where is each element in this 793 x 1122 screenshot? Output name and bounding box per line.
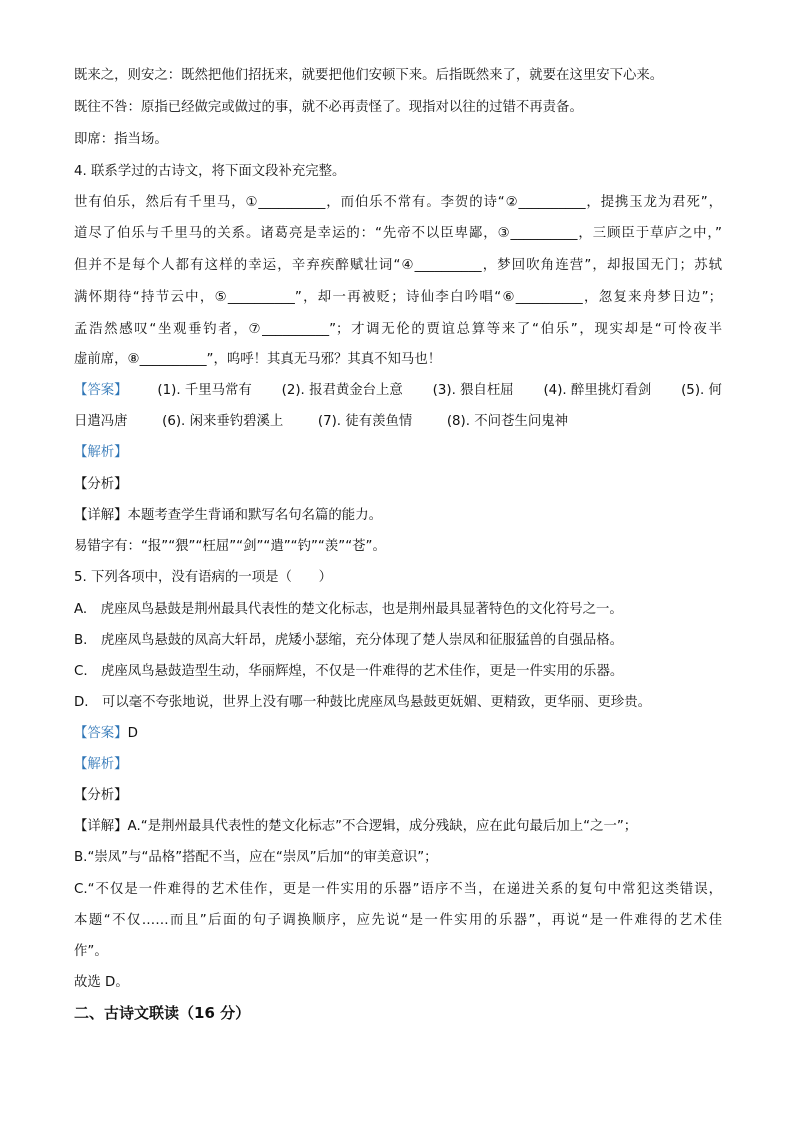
answer-item: (7). 徒有羡鱼情 <box>317 414 413 429</box>
detail-a: 【详解】A.“是荆州最具代表性的楚文化标志”不合逻辑，成分残缺，应在此句最后加上“之一”； <box>74 819 638 834</box>
question-4-answer-row-1 <box>74 381 722 400</box>
option-c: C. 虎座凤鸟悬鼓造型生动，华丽辉煌，不仅是一件难得的艺术佳作，更是一件实用的乐器。 <box>74 664 624 679</box>
answer-item: (2). 报君黄金台上意 <box>281 383 403 398</box>
answer-item: (5). 何 <box>681 383 722 398</box>
answer-item: (6). 闲来垂钓碧溪上 <box>162 414 284 429</box>
question-4-text-line: 世有伯乐，然后有千里马，①__________，而伯乐不常有。李贺的诗“②__________，提携玉龙为君死”， <box>74 195 722 210</box>
answer-item: (1). 千里马常有 <box>157 383 252 398</box>
option-a: A. 虎座凤鸟悬鼓是荆州最具代表性的楚文化标志，也是荆州最具显著特色的文化符号之一。 <box>74 602 623 617</box>
detail-c-line: 作”。 <box>74 944 108 959</box>
answer-item: (3). 猥自枉屈 <box>432 383 514 398</box>
answer-item: (4). 醉里挑灯看剑 <box>543 383 652 398</box>
question-4-text-line: 但并不是每个人都有这样的幸运，辛弃疾醉赋壮词“④__________，梦回吹角连营”，却报国无门；苏轼 <box>74 258 722 273</box>
option-b: B. 虎座凤鸟悬鼓的凤高大轩昂，虎矮小瑟缩，充分体现了楚人崇凤和征服猛兽的自强品格。 <box>74 633 624 648</box>
fenxi-label: 【分析】 <box>74 477 128 492</box>
section-title: 二、古诗文联读（16 分） <box>74 1004 251 1022</box>
question-5-answer <box>74 724 722 743</box>
option-d: D. 可以毫不夸张地说，世界上没有哪一种鼓比虎座凤鸟悬鼓更妩媚、更精致，更华丽、更珍贵。 <box>74 695 651 710</box>
definition-line-1: 既来之，则安之：既然把他们招抚来，就要把他们安顿下来。后指既然来了，就要在这里安下心来。 <box>74 68 664 83</box>
detail-text: 【详解】本题考查学生背诵和默写名句名篇的能力。 <box>74 508 382 523</box>
definition-line-3: 即席：指当场。 <box>74 132 168 147</box>
question-4-text-line: 虚前席，⑧__________”，呜呼！其真无马邪？其真不知马也！ <box>74 352 442 367</box>
answer-item: (8). 不问苍生问鬼神 <box>446 414 569 429</box>
answer-label: 【答案】 <box>74 726 128 741</box>
definition-line-2: 既往不咎：原指已经做完或做过的事，就不必再责怪了。现指对以往的过错不再责备。 <box>74 100 583 115</box>
question-5-title: 5. 下列各项中，没有语病的一项是（ ） <box>74 570 333 585</box>
answer-item: 日遣冯唐 <box>74 414 128 429</box>
fenxi-label: 【分析】 <box>74 788 128 803</box>
question-4-answer-row-2 <box>74 412 722 431</box>
answer-value: D <box>127 726 138 741</box>
question-4-title: 4. 联系学过的古诗文，将下面文段补充完整。 <box>74 164 346 179</box>
error-prone-chars: 易错字有：“报”“猥”“枉屈”“剑”“遣”“钓”“羡”“苍”。 <box>74 539 386 554</box>
analysis-label: 【解析】 <box>74 757 128 772</box>
analysis-label: 【解析】 <box>74 445 128 460</box>
question-4-text-line: 孟浩然感叹“坐观垂钓者，⑦__________”；才调无伦的贾谊总算等来了“伯乐”，现实却是“可怜夜半 <box>74 322 722 337</box>
detail-b: B.“崇凤”与“品格”搭配不当，应在“崇凤”后加“的审美意识”； <box>74 850 438 865</box>
answer-label: 【答案】 <box>74 383 128 398</box>
detail-c-line: C.“不仅是一件难得的艺术佳作，更是一件实用的乐器”语序不当，在递进关系的复句中常犯这类错误， <box>74 882 722 897</box>
conclusion: 故选 D。 <box>74 975 129 990</box>
question-4-text-line: 满怀期待“持节云中，⑤__________”，却一再被贬；诗仙李白吟唱“⑥__________，忽复来舟梦日边”； <box>74 290 722 305</box>
question-4-text-line: 道尽了伯乐与千里马的关系。诸葛亮是幸运的：“先帝不以臣卑鄙，③__________，三顾臣于草庐之中，” <box>74 226 722 241</box>
detail-c-line: 本题“不仅……而且”后面的句子调换顺序，应先说“是一件实用的乐器”，再说“是一件难得的艺术佳 <box>74 913 722 928</box>
